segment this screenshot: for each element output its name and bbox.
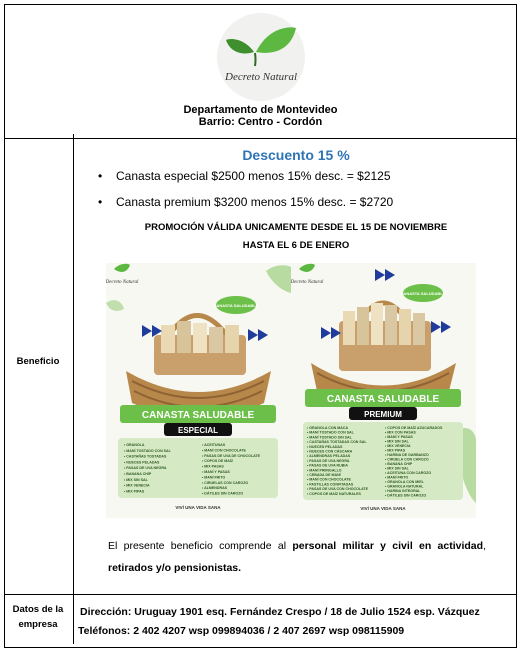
flyer-list-item: • MANÍ TOSTADO CON SAL [124, 448, 171, 453]
flyer-list-item: • CIRUELAS CON CAROZO [202, 480, 249, 485]
column-divider [73, 134, 74, 644]
flyer-list-item: • BANANA CHIP [385, 462, 413, 466]
flyer-list-item: • PASAS DE UVA CON CHOCOLATE [307, 487, 369, 492]
discount-title: Descuento 15 % [242, 147, 350, 163]
benefit-paragraph [108, 535, 486, 579]
flyer-list-item: • MIX VENECIA [124, 483, 150, 488]
flyer-list-item: • GRANOLA CON MACA [307, 426, 349, 430]
bullet-dot: • [98, 195, 103, 209]
flyer-list-item: • COPOS DE MAÍZ [202, 459, 234, 464]
company-data-label: Datos de la empresa [12, 603, 64, 630]
flyer-list-item: • PASAS DE UVA NEGRA [307, 458, 350, 463]
flyer-list-item: • NUECES PELADAS [124, 460, 160, 465]
flyer-list-item: • NUECES CON CÁSCARA [307, 449, 353, 454]
flyer-list-item: • CEBADA DE MANÍ [307, 473, 341, 477]
flyer-list-item: • MANÍ TOSTADO CON SAL [307, 430, 354, 435]
flyer-list-item: • PASAS DE UVA RUBIA [307, 463, 348, 468]
department-title: Departamento de Montevideo [183, 104, 338, 116]
flyer-footer: VIVÍ UNA VIDA SANA [360, 506, 406, 511]
bullet-dot: • [98, 169, 103, 183]
flyer-list-item: • MANÍ TOSTADO SIN SAL [307, 435, 352, 440]
flyer-list-item: • ACEITUNAS [202, 443, 226, 447]
decreto-natural-logo [216, 12, 306, 102]
flyer-list-item: • ALMENDRAS PELADAS [307, 454, 351, 459]
benefit-text-sep: , [483, 540, 486, 552]
benefit-text-bold-2: retirados y/o pensionistas. [108, 562, 242, 575]
phones-value: 2 402 4207 wsp 099894036 / 2 407 2697 wsp 098115909 [133, 625, 405, 637]
flyer-list-item: • MIX VENECIA [385, 444, 411, 448]
flyer-title: CANASTA SALUDABLE [326, 394, 440, 405]
address-value: Uruguay 1901 esq. Fernández Crespo / 18 de Julio 1524 esp. Vázquez [134, 606, 480, 618]
flyer-list-item: • MIX PIPAS [124, 489, 145, 494]
company-address [80, 606, 480, 618]
flyer-logo-text: Decreto Natural [291, 280, 324, 285]
flyer-list-item: • GRANOLA [124, 443, 145, 447]
flyer-list-item: • MIX SIN SAL [385, 466, 409, 471]
flyer-list-item: • DÁTILES SIN CAROZO [202, 491, 244, 496]
flyer-list-item: • MANÍ CON CHOCOLATE [202, 448, 246, 453]
flyer-list-item: • PASAS DE UVA DE CHOCOLATE [202, 453, 261, 458]
flyer-list-item: • HARINA DE GARBANZO [385, 453, 429, 457]
flyer-especial [106, 263, 291, 518]
benefit-text-intro: El presente beneficio comprende al [108, 540, 293, 552]
flyer-list-item: • HARINA INTEGRAL [385, 489, 421, 493]
flyer-list-item: • PASAS DE UVA NEGRA [124, 466, 167, 471]
promo-line-1: PROMOCIÓN VÁLIDA UNICAMENTE DESDE EL 15 DE NOVIEMBRE [144, 222, 448, 233]
flyer-list-item: • DÁTILES SIN CAROZO [385, 493, 427, 498]
flyer-list-item: • MANÍ CON CHOCOLATE [307, 477, 351, 482]
flyer-list-item: • MANÍ Y PASAS [385, 435, 413, 439]
flyer-list-item: • COPOS DE MAÍZ NATURALES [307, 491, 361, 496]
flyer-badge: CANASTA SALUDABLE [400, 291, 446, 296]
flyer-premium [291, 263, 476, 518]
flyer-list-item: • BANANA CHIP [124, 472, 152, 476]
flyer-badge: CANASTA SALUDABLE [213, 303, 259, 308]
logo-lettering: Decreto Natural [225, 71, 297, 83]
company-row [5, 595, 516, 649]
flyer-list-item: • MANÍ FRITO [202, 475, 226, 480]
flyer-list-item: • CASTAÑAS TOSTADAS [124, 454, 167, 459]
flyer-logo-text: Decreto Natural [106, 280, 139, 285]
flyer-list-item: • ACEITUNA CON CAROZO [385, 471, 432, 475]
flyer-list-item: • MIX CON PASAS [385, 430, 416, 435]
flyer-list-item: • ALMENDRAS [202, 486, 228, 491]
flyer-list-item: • MIX SIN SAL [124, 477, 148, 482]
flyer-list-item: • PASTILLAS CONFITADAS [307, 482, 354, 487]
flyer-list-item: • COPOS DE MAÍZ AZUCARADOS [385, 426, 443, 430]
flyer-subtitle: ESPECIAL [177, 426, 219, 435]
flyer-list-item: • MANÍ PRIINGALLO [307, 468, 342, 473]
benefit-text-bold-1: personal militar y civil en actividad [292, 540, 484, 552]
benefit-label: Beneficio [16, 356, 60, 368]
company-phones [78, 625, 404, 637]
flyer-list-item: • NUECES PELADAS [307, 444, 343, 449]
flyer-list-item: • MIX PIPAS [385, 448, 406, 453]
flyer-list-item: • MIX SIN SAL [385, 439, 409, 444]
flyer-list-item: • CIRUELA CON CAROZO [385, 457, 429, 462]
neighborhood-title: Barrio: Centro - Cordón [198, 116, 323, 128]
flyer-list-item: • GRANOLA NATURAL [385, 484, 424, 489]
flyer-subtitle: PREMIUM [364, 410, 402, 419]
flyer-title: CANASTA SALUDABLE [141, 410, 255, 421]
flyer-footer: VIVÍ UNA VIDA SANA [175, 505, 221, 510]
flyer-list-item: • MANÍ Y PASAS [202, 470, 230, 474]
flyer-list-item: • MANÍ FRITO [385, 475, 409, 480]
flyer-list-item: • CASTAÑAS TOSTADAS CON SAL [307, 440, 367, 445]
address-label: Dirección: [80, 606, 132, 618]
bullet-text: Canasta especial $2500 menos 15% desc. = $2125 [116, 169, 391, 183]
promo-line-2: HASTA EL 6 DE ENERO [242, 240, 350, 251]
phones-label: Teléfonos: [78, 625, 131, 637]
flyer-list-item: • MIX PASAS [202, 464, 224, 469]
bullet-text: Canasta premium $3200 menos 15% desc. = $2720 [116, 195, 394, 209]
flyer-list-item: • GRANOLA CON MIEL [385, 480, 424, 484]
